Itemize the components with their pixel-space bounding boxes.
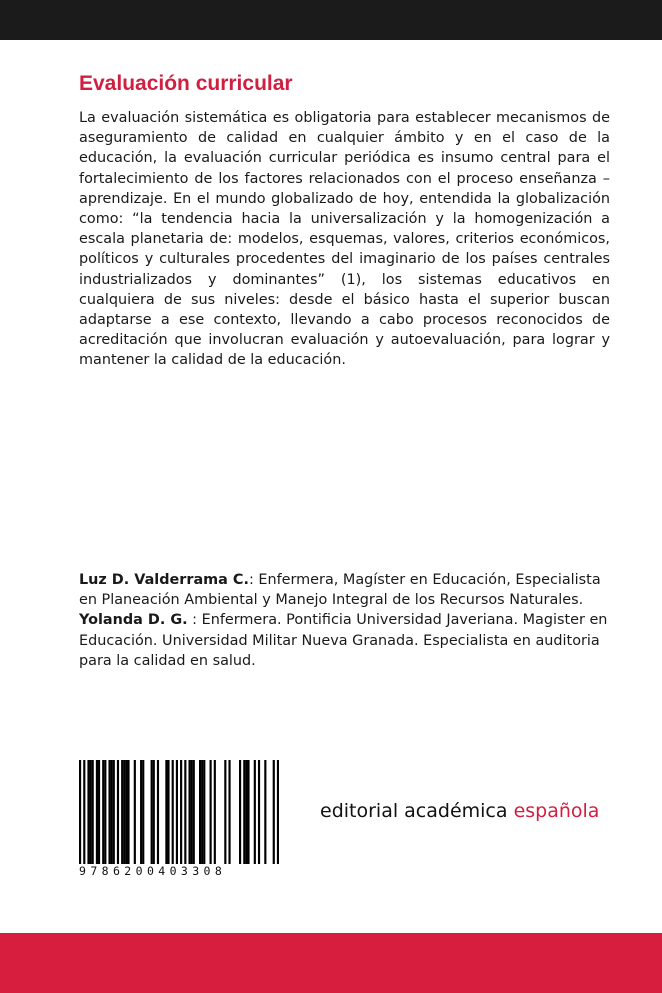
barcode-bar <box>92 760 94 864</box>
barcode-bar <box>254 760 256 864</box>
barcode-bar <box>228 760 230 864</box>
bottom-color-band <box>0 933 662 993</box>
barcode-bar <box>277 760 279 864</box>
barcode-bar <box>193 760 195 864</box>
author-bio-2: : Enfermera. Pontificia Universidad Javeriana. Magister en Educación. Universidad Militar Nueva Granada. Especialista en auditoria para la calidad en salud. <box>79 612 608 669</box>
barcode-bar <box>258 760 260 864</box>
barcode-bar <box>134 760 136 864</box>
barcode-bar <box>157 760 159 864</box>
author-bios <box>79 570 609 671</box>
barcode-bar <box>104 760 106 864</box>
barcode-bar <box>210 760 212 864</box>
barcode-bar <box>239 760 241 864</box>
barcode-bar <box>98 760 100 864</box>
barcode-bar <box>224 760 226 864</box>
barcode-bar <box>214 760 216 864</box>
barcode-bar <box>153 760 155 864</box>
isbn-barcode <box>79 760 279 880</box>
barcode-bar <box>273 760 275 864</box>
barcode-bars <box>79 760 279 864</box>
publisher-name-accent: española <box>513 800 600 822</box>
barcode-bar <box>188 760 190 864</box>
barcode-bar <box>113 760 115 864</box>
publisher-name: editorial académica <box>320 800 514 822</box>
barcode-bar <box>176 760 178 864</box>
barcode-bar <box>151 760 153 864</box>
barcode-bar <box>108 760 110 864</box>
barcode-bar <box>123 760 125 864</box>
isbn-digits: 9786200403308 <box>79 864 227 878</box>
barcode-bar <box>184 760 186 864</box>
barcode-bar <box>247 760 249 864</box>
barcode-bar <box>87 760 89 864</box>
barcode-bar <box>199 760 201 864</box>
barcode-bar <box>172 760 174 864</box>
author-name-1: Luz D. Valderrama C. <box>79 572 249 588</box>
barcode-bar <box>142 760 144 864</box>
barcode-bar <box>90 760 92 864</box>
barcode-bar <box>243 760 245 864</box>
barcode-bar <box>96 760 98 864</box>
barcode-bar <box>140 760 142 864</box>
barcode-bar <box>167 760 169 864</box>
barcode-bar <box>165 760 167 864</box>
barcode-bar <box>111 760 113 864</box>
barcode-bar <box>121 760 123 864</box>
author-name-2: Yolanda D. G. <box>79 612 188 629</box>
synopsis-paragraph: La evaluación sistemática es obligatoria para establecer mecanismos de aseguramiento de calidad en cualquier ámbito y en el caso de la educación, la evaluación curricular periódica es insumo central para el fortalecimiento de los factores relacionados con el proceso enseñanza – aprendizaje. En el mundo globalizado de hoy, entendida la globalización como: “la tendencia hacia la universalización y la homogenización a escala planetaria de: modelos, esquemas, valores, criterios económicos, políticos y culturales procedentes del imaginario de los países centrales industrializados y dominantes” (1), los sistemas educativos en cualquiera de sus niveles: desde el básico hasta el superior buscan adaptarse a ese contexto, llevando a cabo procesos reconocidos de acreditación que involucran evaluación y autoevaluación, para lograr y mantener la calidad de la educación. <box>79 110 610 369</box>
barcode-bar <box>83 760 85 864</box>
barcode-bar <box>79 760 81 864</box>
author-bio-1: : Enfermera, Magíster en Educación, Especialista en Planeación Ambiental y Manejo Integral de los Recursos Naturales. <box>79 572 601 609</box>
barcode-bar <box>245 760 247 864</box>
barcode-bar <box>117 760 119 864</box>
barcode-bar <box>191 760 193 864</box>
barcode-bar <box>203 760 205 864</box>
barcode-bar <box>102 760 104 864</box>
barcode-bar <box>180 760 182 864</box>
top-color-band <box>0 0 662 40</box>
barcode-bar <box>125 760 127 864</box>
barcode-bar <box>201 760 203 864</box>
barcode-bar <box>264 760 266 864</box>
book-title: Evaluación curricular <box>79 72 293 95</box>
barcode-bar <box>127 760 129 864</box>
publisher-logo <box>320 800 599 822</box>
